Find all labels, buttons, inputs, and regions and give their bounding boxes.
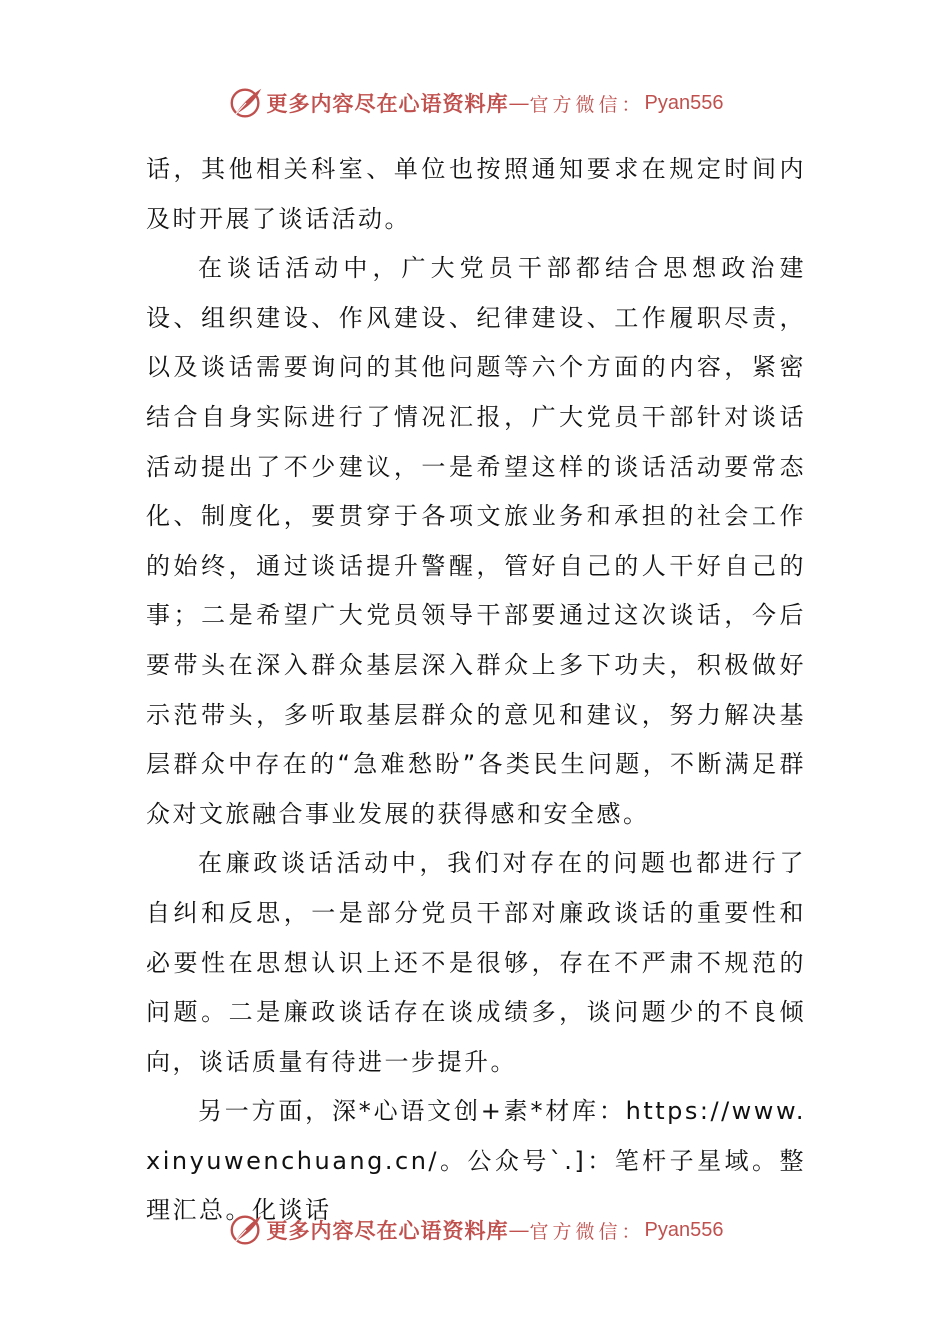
banner-account-id: Pyan556 xyxy=(644,91,724,114)
paragraph: 在廉政谈话活动中，我们对存在的问题也都进行了自纠和反思，一是部分党员干部对廉政谈话的重要性和必要性在思想认识上还不是很够，存在不严肃不规范的问题。二是廉政谈话存在谈成绩多，谈问题少的不良倾向，谈话质量有待进一步提升。 xyxy=(146,849,806,1076)
paragraph-continuation: 话，其他相关科室、单位也按照通知要求在规定时间内及时开展了谈话活动。 xyxy=(146,155,806,233)
banner-account-id: Pyan556 xyxy=(644,1218,724,1241)
banner-brand-text: 更多内容尽在心语资料库 xyxy=(266,91,509,116)
banner-dash: — xyxy=(508,91,530,115)
footer-banner xyxy=(0,1205,950,1255)
paragraph: 在谈话活动中，广大党员干部都结合思想政治建设、组织建设、作风建设、纪律建设、工作履职尽责，以及谈话需要询问的其他问题等六个方面的内容，紧密结合自身实际进行了情况汇报，广大党员干部针对谈话活动提出了不少建议，一是希望这样的谈话活动要常态化、制度化，要贯穿于各项文旅业务和承担的社会工作的始终，通过谈话提升警醒，管好自己的人干好自己的事；二是希望广大党员领导干部要通过这次谈话，今后要带头在深入群众基层深入群众上多下功夫，积极做好示范带头，多听取基层群众的意见和建议，努力解决基层群众中存在的“急难愁盼”各类民生问题，不断满足群众对文旅融合事业发展的获得感和安全感。 xyxy=(146,254,806,828)
header-banner xyxy=(0,78,950,128)
paragraph: 另一方面，深*心语文创+素*材库：https://www.xinyuwenchuang.cn/。公众号`.]：笔杆子星域。整理汇总。化谈话 xyxy=(146,1097,806,1225)
quill-logo-icon xyxy=(227,84,265,122)
banner-dash: — xyxy=(508,1218,530,1242)
banner-official-label: 官方微信： xyxy=(529,1220,645,1243)
quill-logo-icon xyxy=(227,1211,265,1249)
banner-official-label: 官方微信： xyxy=(529,93,645,116)
banner-brand-text: 更多内容尽在心语资料库 xyxy=(266,1218,509,1243)
document-body xyxy=(146,145,806,1236)
